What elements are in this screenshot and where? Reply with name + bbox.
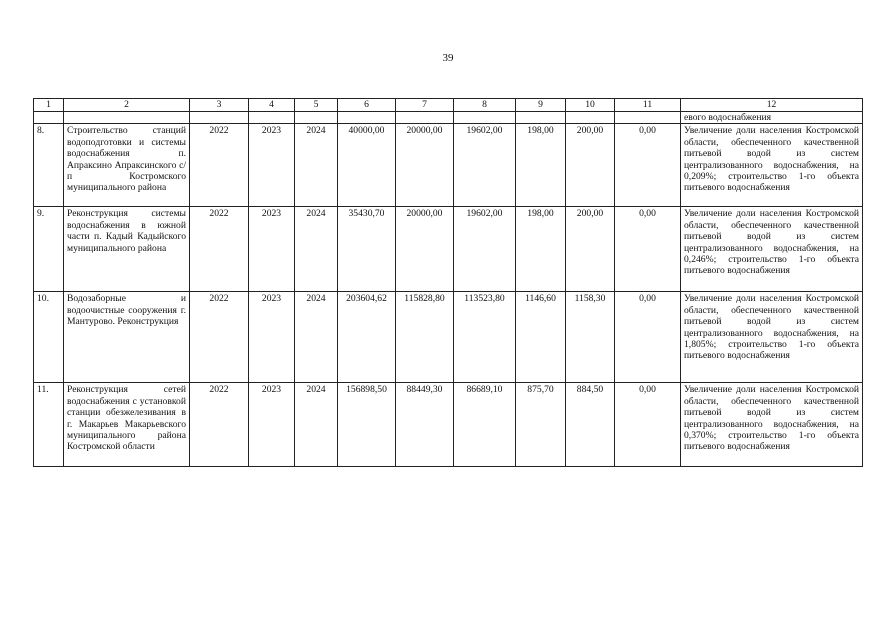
table-row bbox=[34, 292, 863, 383]
end-year: 2023 bbox=[249, 292, 295, 383]
header-cell: 2 bbox=[64, 99, 190, 112]
value-col7: 20000,00 bbox=[396, 207, 454, 292]
value-col11: 0,00 bbox=[615, 292, 681, 383]
header-cell: 11 bbox=[615, 99, 681, 112]
value-col9: 198,00 bbox=[516, 124, 566, 207]
value-col9: 1146,60 bbox=[516, 292, 566, 383]
end-year: 2023 bbox=[249, 207, 295, 292]
total-cost: 203604,62 bbox=[338, 292, 396, 383]
start-year: 2022 bbox=[190, 124, 249, 207]
header-cell: 9 bbox=[516, 99, 566, 112]
expected-result: Увеличение доли населения Костромской области, обеспеченного качественной питьевой водой из систем централизованного водоснабжения, на 0,209%; строительство 1-го объекта питьевого водоснабжения bbox=[681, 124, 863, 207]
object-name: Реконструкция сетей водоснабжения с установкой станции обезжелезивания в г. Макарьев Макарьевского муниципального района Костромской области bbox=[64, 383, 190, 467]
table-row bbox=[34, 207, 863, 292]
row-number: 8. bbox=[34, 124, 64, 207]
row-number: 9. bbox=[34, 207, 64, 292]
value-col8: 86689,10 bbox=[454, 383, 516, 467]
header-cell: 10 bbox=[566, 99, 615, 112]
value-col8: 19602,00 bbox=[454, 124, 516, 207]
value-col10: 1158,30 bbox=[566, 292, 615, 383]
value-col7: 115828,80 bbox=[396, 292, 454, 383]
value-col10: 884,50 bbox=[566, 383, 615, 467]
continuation-row bbox=[34, 112, 863, 124]
value-col9: 198,00 bbox=[516, 207, 566, 292]
header-row bbox=[34, 99, 863, 112]
object-name: Реконструкция системы водоснабжения в южной части п. Кадый Кадыйского муниципального района bbox=[64, 207, 190, 292]
value-col7: 20000,00 bbox=[396, 124, 454, 207]
value-col11: 0,00 bbox=[615, 124, 681, 207]
expected-result: Увеличение доли населения Костромской области, обеспеченного качественной питьевой водой из систем централизованного водоснабжения, на 0,246%; строительство 1-го объекта питьевого водоснабжения bbox=[681, 207, 863, 292]
row-number: 11. bbox=[34, 383, 64, 467]
object-name: Водозаборные и водоочистные сооружения г. Мантурово. Реконструкция bbox=[64, 292, 190, 383]
end-year: 2023 bbox=[249, 124, 295, 207]
start-year: 2022 bbox=[190, 383, 249, 467]
value-col10: 200,00 bbox=[566, 207, 615, 292]
start-year: 2022 bbox=[190, 292, 249, 383]
start-year: 2022 bbox=[190, 207, 249, 292]
object-name: Строительство станций водоподготовки и системы водоснабжения п. Апраксино Апраксинского с/п Костромского муниципального района bbox=[64, 124, 190, 207]
total-cost: 35430,70 bbox=[338, 207, 396, 292]
row-number: 10. bbox=[34, 292, 64, 383]
year-col5: 2024 bbox=[295, 383, 338, 467]
total-cost: 156898,50 bbox=[338, 383, 396, 467]
continuation-text: евого водоснабжения bbox=[681, 112, 863, 124]
table-row bbox=[34, 383, 863, 467]
end-year: 2023 bbox=[249, 383, 295, 467]
header-cell: 5 bbox=[295, 99, 338, 112]
year-col5: 2024 bbox=[295, 124, 338, 207]
table-row bbox=[34, 124, 863, 207]
value-col8: 113523,80 bbox=[454, 292, 516, 383]
header-cell: 1 bbox=[34, 99, 64, 112]
year-col5: 2024 bbox=[295, 207, 338, 292]
expected-result: Увеличение доли населения Костромской области, обеспеченного качественной питьевой водой из систем централизованного водоснабжения, на 1,805%; строительство 1-го объекта питьевого водоснабжения bbox=[681, 292, 863, 383]
header-cell: 8 bbox=[454, 99, 516, 112]
value-col11: 0,00 bbox=[615, 383, 681, 467]
value-col11: 0,00 bbox=[615, 207, 681, 292]
header-cell: 4 bbox=[249, 99, 295, 112]
header-cell: 6 bbox=[338, 99, 396, 112]
value-col10: 200,00 bbox=[566, 124, 615, 207]
value-col7: 88449,30 bbox=[396, 383, 454, 467]
expected-result: Увеличение доли населения Костромской области, обеспеченного качественной питьевой водой из систем централизованного водоснабжения, на 0,370%; строительство 1-го объекта питьевого водоснабжения bbox=[681, 383, 863, 467]
header-cell: 3 bbox=[190, 99, 249, 112]
program-table bbox=[33, 98, 863, 467]
value-col8: 19602,00 bbox=[454, 207, 516, 292]
page-number: 39 bbox=[442, 52, 454, 64]
total-cost: 40000,00 bbox=[338, 124, 396, 207]
year-col5: 2024 bbox=[295, 292, 338, 383]
value-col9: 875,70 bbox=[516, 383, 566, 467]
header-cell: 12 bbox=[681, 99, 863, 112]
header-cell: 7 bbox=[396, 99, 454, 112]
